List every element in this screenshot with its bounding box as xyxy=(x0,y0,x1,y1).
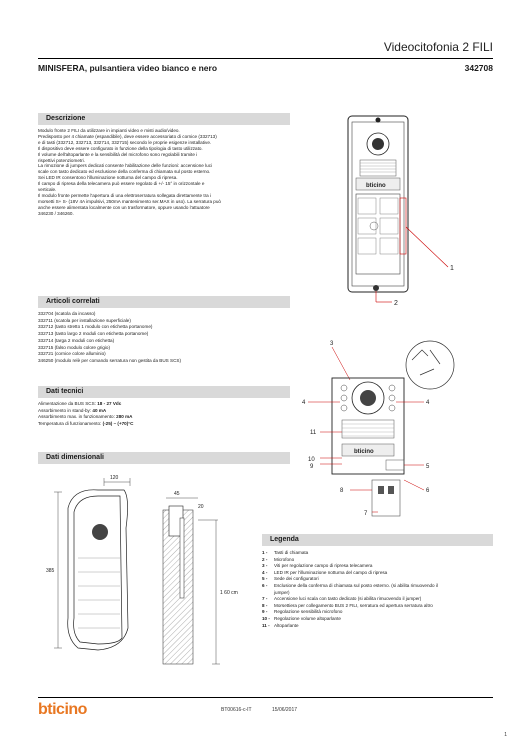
legend-text: Viti per regolazione campo di ripresa telecamera xyxy=(274,563,373,569)
legend-item xyxy=(262,603,493,610)
dimensional-diagram xyxy=(38,468,258,668)
callout-10: 10 xyxy=(308,457,315,463)
description-line: Predisposto per 4 chiamate (espandibile), deve essere accessoriato di cornice (332713) xyxy=(38,133,217,139)
section-dimensional: Dati dimensionali xyxy=(38,452,290,464)
dim-depth: 45 xyxy=(174,491,180,497)
dim-depth-2: 20 xyxy=(198,504,204,510)
rear-panel-diagram xyxy=(300,330,480,520)
technical-value: (-25) – (+70)°C xyxy=(102,421,134,427)
legend-text: Esclusione della conferma di chiamata sul posto esterno. (si abilita rimuovendo il xyxy=(274,582,438,588)
callout-9: 9 xyxy=(310,464,314,470)
related-item: 332713 (tasto largo 2 moduli con etichetta portanome) xyxy=(38,331,149,337)
brand-logo: bticino xyxy=(38,701,87,718)
description-line: rispettivi potenziometri. xyxy=(38,157,85,163)
technical-label: Assorbimento max. in funzionamento: xyxy=(38,414,117,420)
related-item: 332714 (targa 2 moduli con etichetta) xyxy=(38,337,115,343)
legend-number: 1 - xyxy=(262,550,268,555)
description-line: verticale. xyxy=(38,187,57,193)
technical-label: Alimentazione da BUS SCS: xyxy=(38,401,98,406)
description-line: morsetti S+ S- (18V 4A impulsivi, 250mA mantenimento ser.MAX in uso). La serratura può xyxy=(38,198,221,204)
callout-1: 1 xyxy=(450,265,454,272)
legend-text: Morsettiera per collegamento BUS 2 FILI, serratura ed apertura serratura altro xyxy=(274,602,433,608)
description-line: Modulo fronte 2 FILI da utilizzare in impianti video e misti audio/video. xyxy=(38,128,180,133)
description-line: Il dispositivo deve essere configurato in funzione della tipologia di tasto utilizzato. xyxy=(38,145,203,151)
doc-date: 15/06/2017 xyxy=(272,707,298,713)
description-line: La rimozione di jumpers dedicati consente l'abilitazione delle funzioni: accensione luci xyxy=(38,163,213,169)
callout-7: 7 xyxy=(364,511,368,517)
product-title: MINISFERA, pulsantiera video bianco e nero xyxy=(38,63,218,73)
legend-number: 2 - xyxy=(262,556,268,562)
doc-code: BT00616-c-IT xyxy=(221,707,252,713)
legend-list xyxy=(262,550,493,629)
legend-text: Tasti di chiamata xyxy=(274,550,309,555)
callout-4-right: 4 xyxy=(426,400,430,406)
legend-number: 6 - xyxy=(262,582,268,588)
legend-item xyxy=(262,557,493,564)
related-item: 332711 (scatola per installazione superficiale) xyxy=(38,317,131,323)
technical-value: 40 mA xyxy=(92,407,107,413)
legend-text: LED IR per l'illuminazione notturna del campo di ripresa xyxy=(274,569,388,575)
section-related: Articoli correlati xyxy=(38,296,290,308)
description-line: Il modulo fronte permette l'apertura di una elettroserratura sollegata direttamente tra i xyxy=(38,192,211,198)
description-line: scale con tasto dedicato ed esclusione della conferma di chiamata sul posto esterno. xyxy=(38,169,211,175)
legend-text: Sede dei configuratori xyxy=(274,576,319,582)
svg-text:bticino: bticino xyxy=(354,449,374,455)
callout-5: 5 xyxy=(426,464,430,470)
technical-value: 280 mA xyxy=(116,414,133,420)
callout-4-left: 4 xyxy=(302,400,306,406)
description-line: 346230 / 346260. xyxy=(38,210,74,216)
section-legend: Legenda xyxy=(262,534,493,546)
legend-number: 10 - xyxy=(262,615,270,621)
legend-item xyxy=(262,570,493,577)
legend-text: Regolazione sensibilità microfono xyxy=(274,609,343,615)
callout-3: 3 xyxy=(330,341,334,347)
legend-item xyxy=(262,590,493,597)
callout-8: 8 xyxy=(340,488,344,494)
related-item: 332721 (cornice colore alluminio) xyxy=(38,351,106,357)
legend-item xyxy=(262,583,493,590)
technical-list xyxy=(38,401,133,428)
legend-item xyxy=(262,616,493,623)
dim-install-height: 1 60 cm xyxy=(220,590,238,596)
dim-height: 385 xyxy=(46,568,55,574)
header-category: Videocitofonia 2 FILI xyxy=(383,40,493,54)
legend-item xyxy=(262,550,493,557)
page-number: 1 xyxy=(504,732,507,738)
technical-row xyxy=(38,408,133,415)
legend-text: jumper) xyxy=(274,589,290,595)
description-line: Il volume dell'altoparlante e la sensibilità del microfono sono regolabili tramite i xyxy=(38,151,198,157)
description-text xyxy=(38,128,290,217)
related-item: 332704 (scatola da incasso) xyxy=(38,311,96,316)
legend-number: 8 - xyxy=(262,602,268,608)
product-code: 342708 xyxy=(464,63,493,73)
dim-width: 120 xyxy=(110,475,119,481)
description-line: Il campo di ripresa della telecamera può essere regolato di +/- 15° in orizzontale e xyxy=(38,181,205,187)
related-list xyxy=(38,311,181,365)
legend-number: 5 - xyxy=(262,576,268,582)
legend-number: 3 - xyxy=(262,563,268,569)
legend-text: Microfono xyxy=(274,556,295,562)
legend-text: Regolazione volume altoparlante xyxy=(274,615,341,621)
legend-text: Altoparlante xyxy=(274,622,299,628)
legend-number: 4 - xyxy=(262,569,268,575)
svg-text:bticino: bticino xyxy=(366,183,386,189)
technical-row xyxy=(38,414,133,421)
section-technical: Dati tecnici xyxy=(38,386,290,398)
technical-row xyxy=(38,421,133,428)
callout-6: 6 xyxy=(426,488,430,494)
front-panel-diagram xyxy=(330,112,470,312)
callout-2: 2 xyxy=(394,300,398,307)
technical-label: Assorbimento in stand-by: xyxy=(38,407,93,413)
footer-rule xyxy=(38,697,493,698)
legend-item xyxy=(262,576,493,583)
callout-11: 11 xyxy=(310,430,317,436)
legend-item xyxy=(262,596,493,603)
technical-label: Temperatura di funzionamento: xyxy=(38,421,103,427)
legend-item xyxy=(262,609,493,616)
related-item: 332712 (tasto stretto 1 modulo con etichetta portanome) xyxy=(38,324,153,330)
legend-item xyxy=(262,623,493,630)
related-item: 346250 (modulo relè per comando serratura non gestita da BUS SCS) xyxy=(38,357,181,363)
description-line: e di tasti (332712, 332713, 332714, 332715) secondo le proprie esigenze installative. xyxy=(38,139,212,145)
legend-number: 7 - xyxy=(262,596,268,602)
section-description: Descrizione xyxy=(38,113,290,125)
technical-value: 18 - 27 Vdc xyxy=(97,401,122,406)
legend-number xyxy=(262,590,274,597)
header-rule xyxy=(38,58,493,59)
description-line: Sei LED IR consentono l'illuminazione notturna del campo di ripresa. xyxy=(38,175,178,181)
technical-row xyxy=(38,401,133,408)
legend-item xyxy=(262,563,493,570)
related-item: 332715 (falso modulo colore grigio) xyxy=(38,344,111,350)
legend-text: Accensione luci scala con tasto dedicato (si abilita rimuovendo il jumper) xyxy=(274,596,422,602)
legend-number: 9 - xyxy=(262,609,268,615)
legend-number: 11 - xyxy=(262,622,270,628)
description-line: anche essere alimentata localmente con un trasformatore, oppure usando l'attuatore xyxy=(38,204,210,210)
